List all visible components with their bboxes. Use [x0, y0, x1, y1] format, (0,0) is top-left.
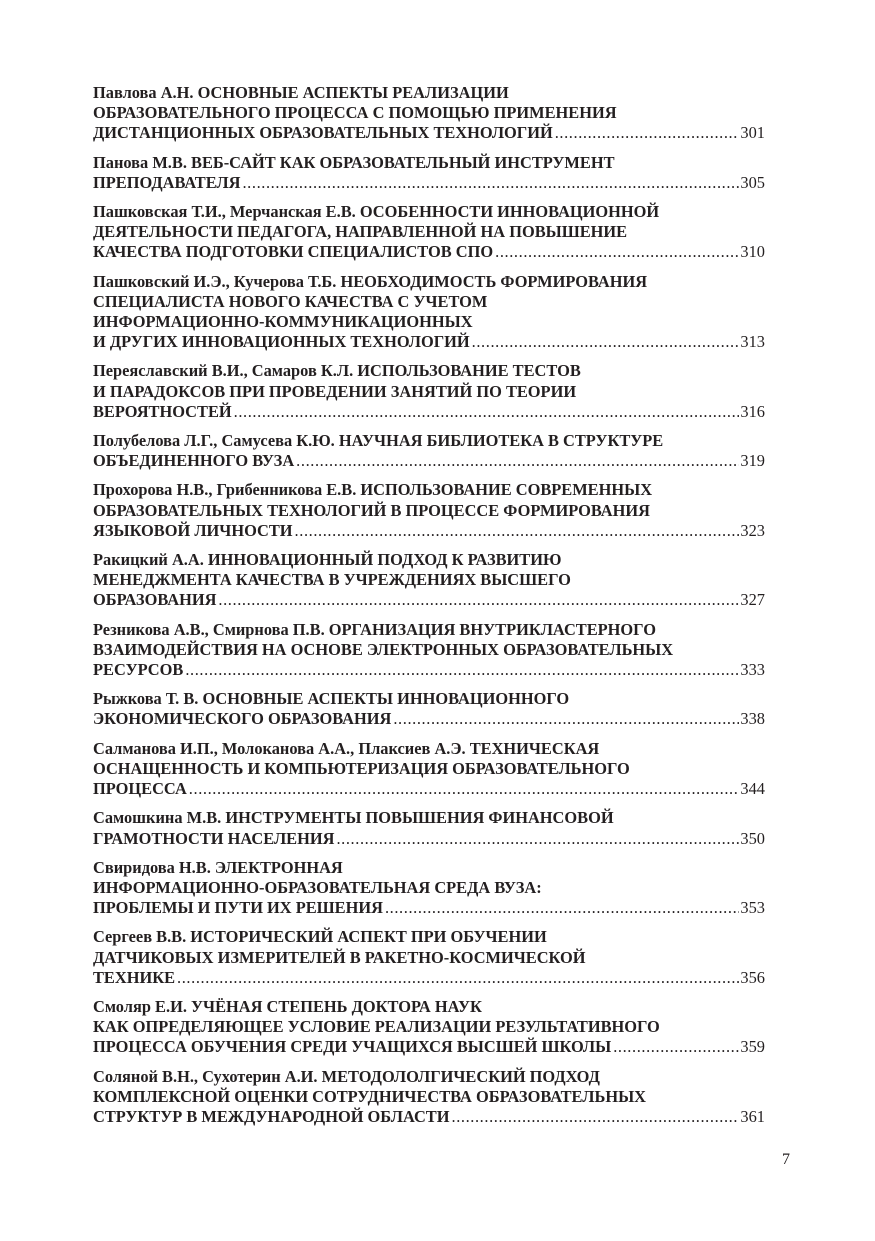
toc-entry-line: Прохорова Н.В., Грибенникова Е.В. ИСПОЛЬЗОВАНИЕ СОВРЕМЕННЫХ — [93, 480, 653, 500]
toc-entry — [93, 83, 765, 144]
dot-leader — [613, 1037, 739, 1057]
dot-leader — [234, 402, 740, 422]
toc-entry-title-end: ОБЪЕДИНЕННОГО ВУЗА — [93, 451, 295, 471]
dot-leader — [177, 968, 739, 988]
toc-entry-line: Переяславский В.И., Самаров К.Л. ИСПОЛЬЗОВАНИЕ ТЕСТОВ — [93, 361, 581, 381]
toc-page-ref: 316 — [740, 401, 765, 421]
toc-entry-title-end: ПРОЦЕССА ОБУЧЕНИЯ СРЕДИ УЧАЩИХСЯ ВЫСШЕЙ ШКОЛЫ — [93, 1037, 612, 1057]
toc-entry-title-end: ТЕХНИКЕ — [93, 967, 176, 987]
toc-entry-title-end: ПРОБЛЕМЫ И ПУТИ ИХ РЕШЕНИЯ — [93, 898, 383, 918]
toc-entry-title-end: СТРУКТУР В МЕЖДУНАРОДНОЙ ОБЛАСТИ — [93, 1106, 450, 1126]
toc-entry-last-line — [93, 709, 765, 729]
toc-page-ref: 301 — [740, 123, 765, 143]
toc-entry — [93, 739, 765, 800]
toc-entry-line: Полубелова Л.Г., Самусева К.Ю. НАУЧНАЯ БИБЛИОТЕКА В СТРУКТУРЕ — [93, 431, 664, 451]
toc-entry-title-end: ДИСТАНЦИОННЫХ ОБРАЗОВАТЕЛЬНЫХ ТЕХНОЛОГИЙ — [93, 123, 553, 143]
toc-entry-title-end: ПРЕПОДАВАТЕЛЯ — [93, 172, 241, 192]
dot-leader — [189, 779, 740, 799]
toc-entry — [93, 153, 765, 193]
toc-entry — [93, 480, 765, 541]
toc-entry-last-line — [93, 173, 765, 193]
toc-entry-line: ИНФОРМАЦИОННО-ОБРАЗОВАТЕЛЬНАЯ СРЕДА ВУЗА: — [93, 877, 542, 897]
toc-entry-last-line — [93, 402, 765, 422]
toc-entry-line: Панова М.В. ВЕБ-САЙТ КАК ОБРАЗОВАТЕЛЬНЫЙ ИНСТРУМЕНТ — [93, 152, 615, 172]
toc-page-ref: 310 — [740, 242, 765, 262]
toc-entry-title-end: ЭКОНОМИЧЕСКОГО ОБРАЗОВАНИЯ — [93, 709, 392, 729]
toc-page-ref: 327 — [740, 590, 765, 610]
table-of-contents — [93, 83, 765, 1136]
toc-entry — [93, 431, 765, 471]
toc-page-ref: 350 — [740, 828, 765, 848]
toc-entry-title-end: ПРОЦЕССА — [93, 779, 187, 799]
toc-entry-line: ВЗАИМОДЕЙСТВИЯ НА ОСНОВЕ ЭЛЕКТРОННЫХ ОБРАЗОВАТЕЛЬНЫХ — [93, 639, 674, 659]
dot-leader — [242, 173, 739, 193]
toc-entry-line: Сергеев В.В. ИСТОРИЧЕСКИЙ АСПЕКТ ПРИ ОБУЧЕНИИ — [93, 927, 547, 947]
toc-entry-last-line — [93, 660, 765, 680]
toc-entry-line: И ПАРАДОКСОВ ПРИ ПРОВЕДЕНИИ ЗАНЯТИЙ ПО ТЕОРИИ — [93, 381, 577, 401]
toc-entry — [93, 361, 765, 422]
toc-page-ref: 338 — [740, 709, 765, 729]
toc-entry-line: Рыжкова Т. В. ОСНОВНЫЕ АСПЕКТЫ ИННОВАЦИОННОГО — [93, 689, 570, 709]
dot-leader — [393, 709, 739, 729]
toc-entry-line: ДЕЯТЕЛЬНОСТИ ПЕДАГОГА, НАПРАВЛЕННОЙ НА ПОВЫШЕНИЕ — [93, 222, 628, 242]
toc-entry-title-end: ЯЗЫКОВОЙ ЛИЧНОСТИ — [93, 520, 293, 540]
dot-leader — [336, 829, 739, 849]
toc-entry-last-line — [93, 332, 765, 352]
toc-entry-line: СПЕЦИАЛИСТА НОВОГО КАЧЕСТВА С УЧЕТОМ — [93, 291, 488, 311]
toc-entry-last-line — [93, 123, 765, 143]
toc-entry-last-line — [93, 898, 765, 918]
toc-entry — [93, 1067, 765, 1128]
dot-leader — [296, 451, 739, 471]
toc-entry-title-end: ГРАМОТНОСТИ НАСЕЛЕНИЯ — [93, 828, 335, 848]
toc-page-ref: 323 — [740, 520, 765, 540]
toc-page-ref: 333 — [740, 660, 765, 680]
toc-entry-line: ОБРАЗОВАТЕЛЬНЫХ ТЕХНОЛОГИЙ В ПРОЦЕССЕ ФОРМИРОВАНИЯ — [93, 500, 650, 520]
toc-page-ref: 361 — [740, 1106, 765, 1126]
toc-entry — [93, 689, 765, 729]
toc-entry-last-line — [93, 779, 765, 799]
toc-entry — [93, 927, 765, 988]
toc-entry — [93, 997, 765, 1058]
toc-entry-line: МЕНЕДЖМЕНТА КАЧЕСТВА В УЧРЕЖДЕНИЯХ ВЫСШЕГО — [93, 570, 571, 590]
toc-entry-line: Резникова А.В., Смирнова П.В. ОРГАНИЗАЦИЯ ВНУТРИКЛАСТЕРНОГО — [93, 619, 656, 639]
toc-entry-last-line — [93, 829, 765, 849]
toc-page-ref: 353 — [740, 898, 765, 918]
dot-leader — [555, 123, 740, 143]
toc-entry-line: Пашковская Т.И., Мерчанская Е.В. ОСОБЕННОСТИ ИННОВАЦИОННОЙ — [93, 202, 660, 222]
toc-entry-last-line — [93, 1037, 765, 1057]
toc-entry-last-line — [93, 242, 765, 262]
toc-page-ref: 356 — [740, 967, 765, 987]
dot-leader — [452, 1107, 740, 1127]
dot-leader — [295, 521, 740, 541]
toc-entry-line: Павлова А.Н. ОСНОВНЫЕ АСПЕКТЫ РЕАЛИЗАЦИИ — [93, 83, 509, 102]
toc-page-ref: 359 — [740, 1037, 765, 1057]
toc-entry-line: Свиридова Н.В. ЭЛЕКТРОННАЯ — [93, 857, 343, 877]
toc-page-ref: 313 — [740, 332, 765, 352]
dot-leader — [218, 590, 739, 610]
dot-leader — [472, 332, 740, 352]
toc-entry-line: ИНФОРМАЦИОННО-КОММУНИКАЦИОННЫХ — [93, 312, 473, 332]
toc-entry — [93, 272, 765, 353]
toc-page-ref: 319 — [740, 451, 765, 471]
toc-entry-title-end: КАЧЕСТВА ПОДГОТОВКИ СПЕЦИАЛИСТОВ СПО — [93, 242, 494, 262]
toc-entry-last-line — [93, 521, 765, 541]
toc-entry-title-end: ВЕРОЯТНОСТЕЙ — [93, 401, 232, 421]
toc-entry — [93, 202, 765, 263]
toc-entry-last-line — [93, 1107, 765, 1127]
toc-entry-line: Смоляр Е.И. УЧЁНАЯ СТЕПЕНЬ ДОКТОРА НАУК — [93, 996, 482, 1016]
toc-entry-line: ДАТЧИКОВЫХ ИЗМЕРИТЕЛЕЙ В РАКЕТНО-КОСМИЧЕСКОЙ — [93, 947, 586, 967]
toc-entry-line: ОСНАЩЕННОСТЬ И КОМПЬЮТЕРИЗАЦИЯ ОБРАЗОВАТЕЛЬНОГО — [93, 758, 630, 778]
page-number: 7 — [782, 1151, 790, 1168]
toc-entry-last-line — [93, 968, 765, 988]
toc-page-ref: 344 — [740, 779, 765, 799]
dot-leader — [495, 242, 739, 262]
toc-entry-line: КАК ОПРЕДЕЛЯЮЩЕЕ УСЛОВИЕ РЕАЛИЗАЦИИ РЕЗУЛЬТАТИВНОГО — [93, 1017, 660, 1037]
toc-entry — [93, 550, 765, 611]
toc-entry-line: Салманова И.П., Молоканова А.А., Плаксиев А.Э. ТЕХНИЧЕСКАЯ — [93, 738, 600, 758]
toc-entry-line: Соляной В.Н., Сухотерин А.И. МЕТОДОЛОЛГИЧЕСКИЙ ПОДХОД — [93, 1066, 600, 1086]
toc-entry — [93, 808, 765, 848]
toc-entry-line: ОБРАЗОВАТЕЛЬНОГО ПРОЦЕССА С ПОМОЩЬЮ ПРИМЕНЕНИЯ — [93, 103, 617, 123]
toc-entry-title-end: РЕСУРСОВ — [93, 660, 184, 680]
dot-leader — [385, 898, 739, 918]
toc-entry-last-line — [93, 451, 765, 471]
toc-entry-line: Самошкина М.В. ИНСТРУМЕНТЫ ПОВЫШЕНИЯ ФИНАНСОВОЙ — [93, 808, 614, 828]
toc-entry-line: Пашковский И.Э., Кучерова Т.Б. НЕОБХОДИМОСТЬ ФОРМИРОВАНИЯ — [93, 271, 648, 291]
toc-entry-line: Ракицкий А.А. ИННОВАЦИОННЫЙ ПОДХОД К РАЗВИТИЮ — [93, 550, 562, 570]
toc-entry — [93, 858, 765, 919]
toc-entry-title-end: ОБРАЗОВАНИЯ — [93, 590, 217, 610]
toc-entry — [93, 620, 765, 681]
toc-page-ref: 305 — [740, 172, 765, 192]
dot-leader — [185, 660, 739, 680]
toc-entry-line: КОМПЛЕКСНОЙ ОЦЕНКИ СОТРУДНИЧЕСТВА ОБРАЗОВАТЕЛЬНЫХ — [93, 1086, 646, 1106]
toc-entry-title-end: И ДРУГИХ ИННОВАЦИОННЫХ ТЕХНОЛОГИЙ — [93, 332, 470, 352]
toc-entry-last-line — [93, 590, 765, 610]
